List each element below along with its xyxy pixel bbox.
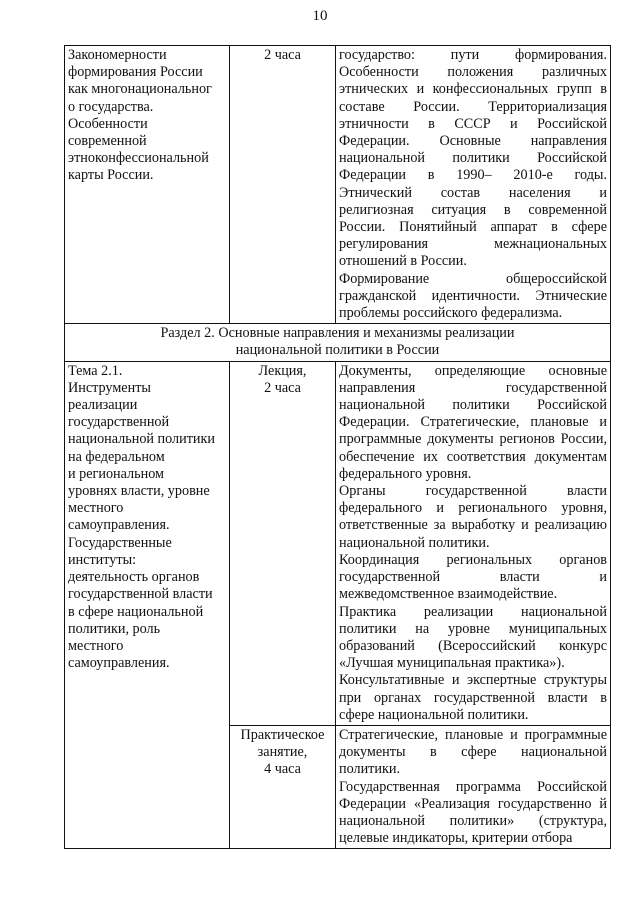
text-line: и региональном xyxy=(68,465,164,482)
table-row xyxy=(65,46,611,324)
text-line: уровнях власти, уровне xyxy=(68,483,210,500)
text-line: Практика реализации национальной политики на уровне муниципальных образований (Всероссийский конкурс «Лучшая муниципальная практика»). xyxy=(339,603,607,672)
text-line: в сфере национальной xyxy=(68,603,204,620)
text-line: Особенности xyxy=(68,115,148,132)
text-line: Стратегические, плановые и программные документы в сфере национальной политики. xyxy=(339,726,607,778)
text-line: деятельность органов xyxy=(68,569,200,586)
text-line: государство: пути формирования. Особенности положения различных этнических и конфессиональных групп в составе России. Территориализация этничности в СССР и Российской Федерации. Основные направления национальной политики Российской Федерации в 1990– 2010-е годы. Этнический состав населения и религиозная ситуация в современной России. Понятийный аппарат в сфере регулирования межнациональных отношений в России. xyxy=(339,47,607,270)
text-line: карты России. xyxy=(68,167,154,184)
text-line: Органы государственной власти федерального и регионального уровня, ответственные за выработку и реализацию национальной политики. xyxy=(339,483,607,551)
section-row xyxy=(65,324,611,361)
text-line: 4 часа xyxy=(264,761,301,778)
lecture-content-cell xyxy=(336,361,611,725)
text-line: о государства. xyxy=(68,98,154,115)
text-line: самоуправления. xyxy=(68,655,170,672)
text-line: 2 часа xyxy=(264,47,301,63)
text-line: современной xyxy=(68,133,147,150)
content-cell xyxy=(336,46,611,324)
text-line: национальной политики в России xyxy=(235,342,440,359)
curriculum-table xyxy=(64,45,611,849)
topic-cell xyxy=(65,46,230,324)
text-line: Координация региональных органов государственной власти и межведомственное взаимодействие. xyxy=(339,551,607,603)
practice-content-cell xyxy=(336,725,611,848)
text-line: 2 часа xyxy=(264,379,301,396)
text-line: Формирование общероссийской гражданской идентичности. Этнические проблемы российского федерализма. xyxy=(339,270,607,322)
table-row xyxy=(65,361,611,725)
theme-topic-cell xyxy=(65,361,230,849)
page-number: 10 xyxy=(312,8,328,24)
text-line: институты: xyxy=(68,551,137,568)
text-line: Инструменты xyxy=(68,379,151,396)
text-line: национальной политики xyxy=(68,431,216,448)
text-line: Тема 2.1. xyxy=(68,362,123,379)
text-line: политики, роль xyxy=(68,620,161,637)
text-line: на федеральном xyxy=(68,448,165,465)
text-line: местного xyxy=(68,637,124,654)
text-line: Раздел 2. Основные направления и механизмы реализации xyxy=(160,325,515,342)
text-line: местного xyxy=(68,500,124,517)
hours-cell xyxy=(230,46,336,324)
text-line: Документы, определяющие основные направления государственной национальной политики Российской Федерации. Стратегические, плановые и программные документы регионов России, обеспечение их соответствия документам федерального уровня. xyxy=(339,362,607,482)
text-line: Лекция, xyxy=(258,362,307,379)
lecture-hours-cell xyxy=(230,361,336,725)
text-line: Закономерности xyxy=(68,47,167,63)
section-title xyxy=(65,324,611,361)
text-line: реализации xyxy=(68,397,138,414)
text-line: Государственные xyxy=(68,534,172,551)
text-line: Практическое xyxy=(240,726,325,743)
text-line: этноконфессиональной xyxy=(68,150,209,167)
text-line: формирования России xyxy=(68,64,203,81)
text-line: занятие, xyxy=(257,744,308,761)
text-line: Консультативные и экспертные структуры при органах государственной власти в сфере национальной политики. xyxy=(339,672,607,723)
text-line: государственной xyxy=(68,414,170,431)
practice-hours-cell xyxy=(230,725,336,848)
text-line: государственной власти xyxy=(68,586,213,603)
text-line: как многонациональног xyxy=(68,81,212,98)
text-line: самоуправления. xyxy=(68,517,170,534)
text-line: Государственная программа Российской Федерации «Реализация государственно й национальной политики» (структура, целевые индикаторы, критерии отбора xyxy=(339,778,607,847)
